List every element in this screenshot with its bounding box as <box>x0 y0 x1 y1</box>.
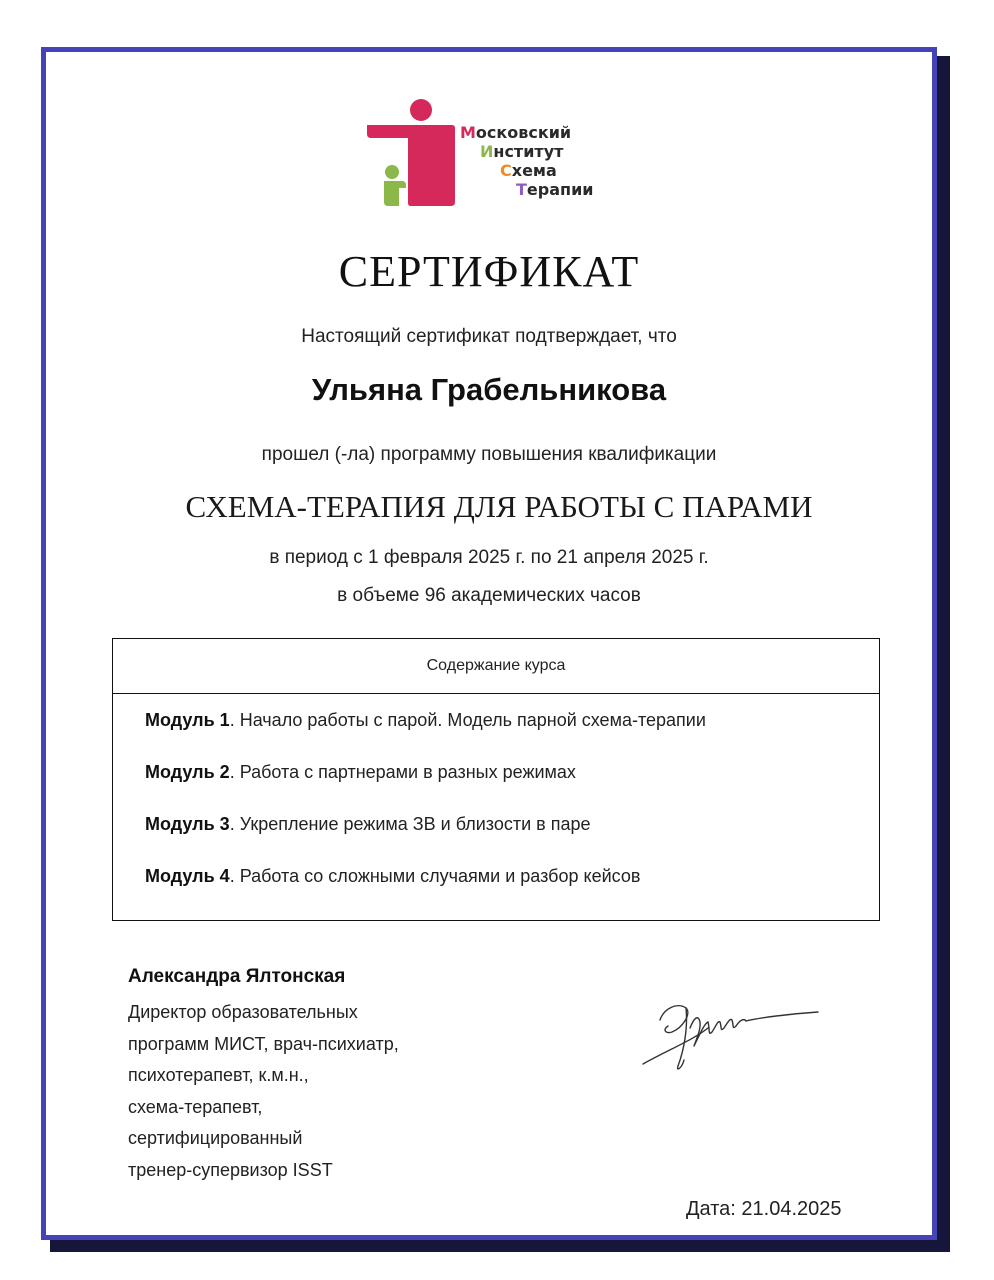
signer-role-line: Директор образовательных <box>128 1002 358 1022</box>
institute-logo <box>364 98 624 210</box>
signer-role-line: сертифицированный <box>128 1128 303 1148</box>
handwritten-signature <box>638 988 828 1078</box>
module-label: Модуль 3 <box>145 814 230 834</box>
volume-text: в объеме 96 академических часов <box>337 585 641 606</box>
logo-line-1-rest: осковский <box>475 123 572 142</box>
module-text: . Работа со сложными случаями и разбор кейсов <box>229 866 641 886</box>
module-label: Модуль 1 <box>145 710 230 730</box>
period-text: в период с 1 февраля 2025 г. по 21 апреля 2025 г. <box>269 547 709 568</box>
module-item <box>145 763 879 815</box>
module-text: . Начало работы с парой. Модель парной схема-терапии <box>229 710 706 730</box>
issue-date: Дата: 21.04.2025 <box>686 1198 842 1220</box>
module-label: Модуль 2 <box>145 762 230 782</box>
module-item <box>145 815 879 867</box>
confirm-text: Настоящий сертификат подтверждает, что <box>301 326 677 347</box>
signer-role-line: тренер-супервизор ISST <box>128 1159 333 1180</box>
certificate-title: СЕРТИФИКАТ <box>338 247 640 296</box>
logo-line-1: Московский <box>460 123 572 142</box>
passed-text: прошел (-ла) программу повышения квалификации <box>261 444 717 465</box>
module-text: . Работа с партнерами в разных режимах <box>229 762 576 782</box>
module-text: . Укрепление режима ЗВ и близости в паре <box>229 814 591 834</box>
module-item <box>145 711 879 763</box>
course-contents-box <box>112 638 880 921</box>
logo-wordmark <box>460 123 594 199</box>
signer-role-line: психотерапевт, к.м.н., <box>128 1065 309 1085</box>
signer-name: Александра Ялтонская <box>128 966 346 987</box>
signer-role-line: программ МИСТ, врач-психиатр, <box>128 1033 399 1054</box>
module-item <box>145 867 879 919</box>
logo-line-3: Схема <box>500 161 557 180</box>
module-label: Модуль 4 <box>145 866 230 886</box>
signer-role-line: схема-терапевт, <box>128 1096 263 1117</box>
logo-figures-icon <box>364 98 464 210</box>
logo-line-2: Институт <box>480 142 564 161</box>
module-list <box>113 694 879 919</box>
signature-icon <box>638 988 828 1078</box>
course-header: Содержание курса <box>113 639 879 694</box>
recipient-name: Ульяна Грабельникова <box>311 372 667 407</box>
signer-role <box>128 997 399 1186</box>
program-title: СХЕМА-ТЕРАПИЯ ДЛЯ РАБОТЫ С ПАРАМИ <box>185 489 813 524</box>
logo-line-4: Терапии <box>516 180 594 199</box>
